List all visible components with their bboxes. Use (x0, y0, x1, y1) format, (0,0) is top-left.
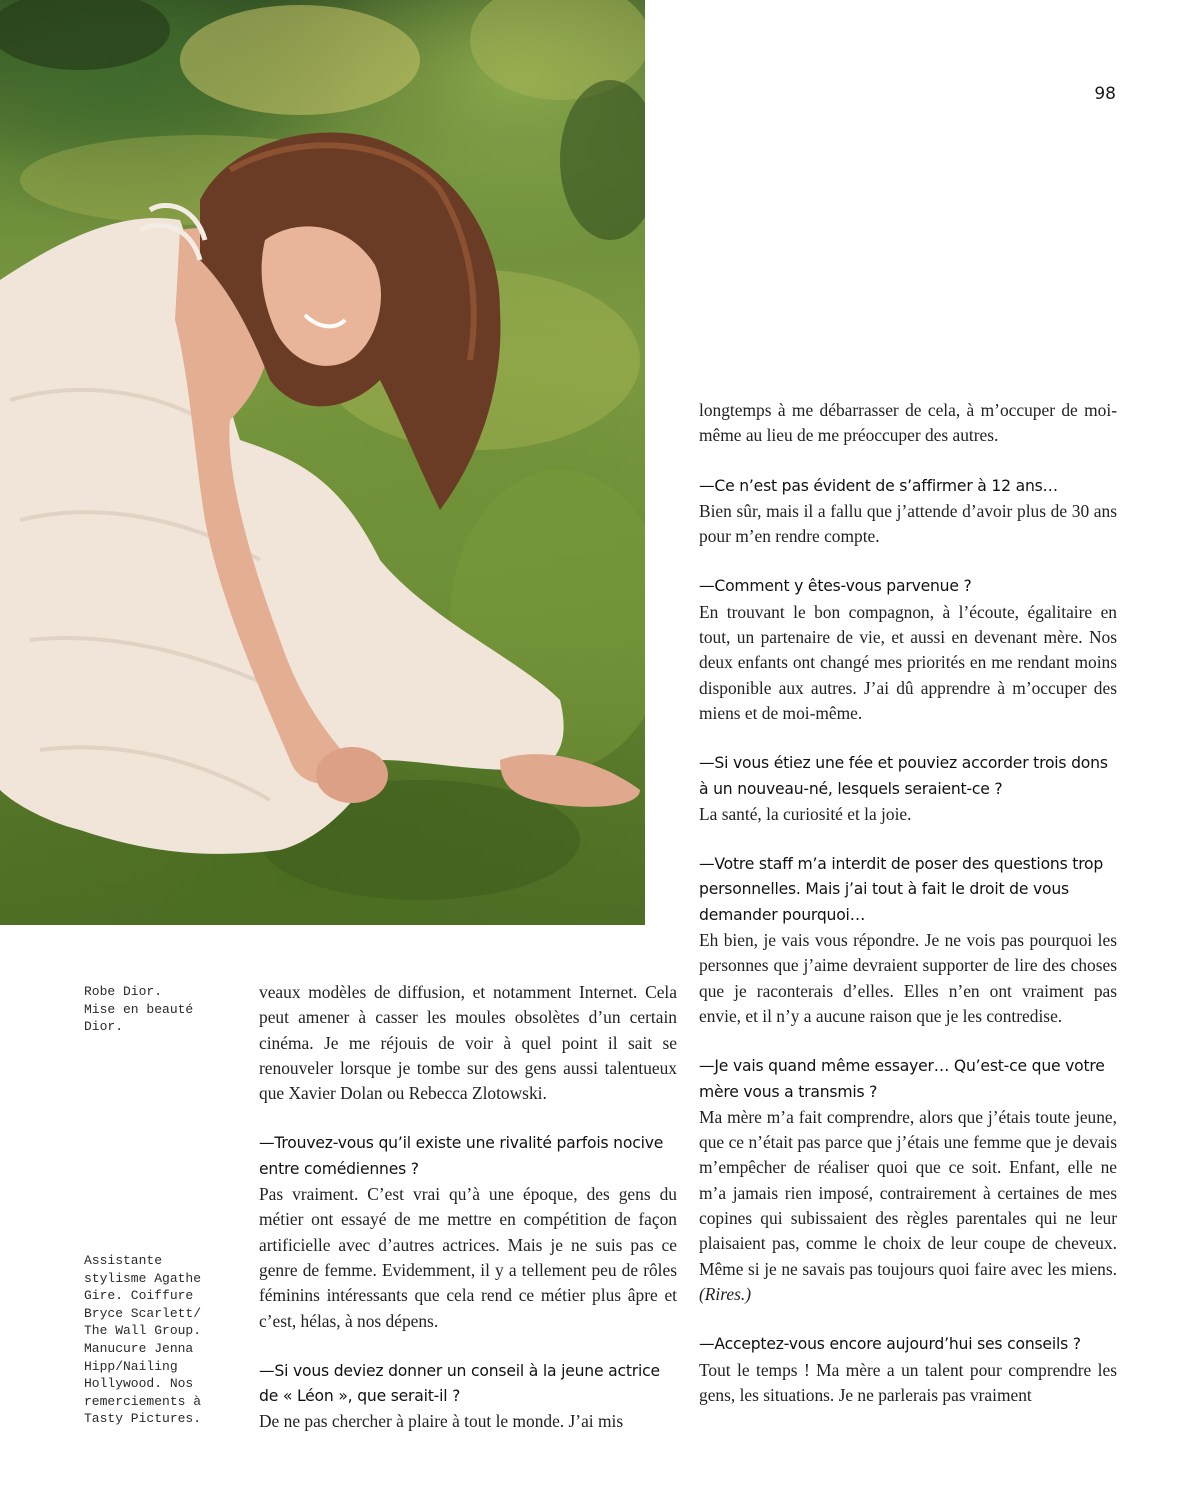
answer-text: Ma mère m’a fait comprendre, alors que j’étais toute jeune, que ce n’était pas parce que j’étais une femme que je devais m’empêcher de réaliser quoi que ce soit. Enfant, elle ne m’a jamais rien imposé, contrairement à certaines de mes copines qui subissaient des règles parentales qui ne leur plaisaient pas, comme le choix de leur coupe de cheveux. Même si je ne savais pas toujours quoi faire avec les miens. (699, 1106, 1117, 1279)
article-column-left (259, 980, 677, 1435)
credits-clothing-text: Robe Dior. Mise en beauté Dior. (84, 984, 194, 1035)
answer: De ne pas chercher à plaire à tout le monde. J’ai mis (259, 1411, 624, 1432)
answer: Bien sûr, mais il a fallu que j’attende d’avoir plus de 30 ans pour m’en rendre compte. (699, 500, 1117, 547)
credits-team (84, 1252, 234, 1428)
question: —Je vais quand même essayer… Qu’est-ce que votre mère vous a transmis ? (699, 1057, 1105, 1101)
question: —Trouvez-vous qu’il existe une rivalité parfois nocive entre comédiennes ? (259, 1134, 664, 1178)
answer: Pas vraiment. C’est vrai qu’à une époque, des gens du métier ont essayé de me mettre en compétition de façon artificielle avec d’autres actrices. Mais je ne suis pas ce genre de femme. Evidemment, il y a tellement peu de rôles féminins intéressants que cela rend ce métier plus âpre et c’est, hélas, à nos dépens. (259, 1184, 677, 1331)
question: —Ce n’est pas évident de s’affirmer à 12 ans… (699, 476, 1058, 495)
editorial-photo (0, 0, 645, 925)
question: —Acceptez-vous encore aujourd’hui ses conseils ? (699, 1335, 1081, 1354)
photo-illustration (0, 0, 645, 925)
answer: En trouvant le bon compagnon, à l’écoute, égalitaire en tout, un partenaire de vie, et aussi en devenant mère. Nos deux enfants ont changé mes priorités en me rendant moins disponible aux autres. J’ai dû apprendre à m’occuper des miens et de moi-même. (699, 601, 1117, 723)
answer: Eh bien, je vais vous répondre. Je ne vois pas pourquoi les personnes que j’aime devraient supporter de lire des choses que je raconterais d’elles. Elles n’en ont vraiment pas envie, et il n’y a aucune raison que je les contredise. (699, 930, 1117, 1026)
page-number: 98 (1094, 84, 1116, 104)
paragraph: veaux modèles de diffusion, et notamment Internet. Cela peut amener à casser les moules obsolètes d’un certain cinéma. Je me réjouis de voir à quel point il sait se renouveler lorsque je tombe sur des gens aussi talentueux que Xavier Dolan ou Rebecca Zlotowski. (259, 982, 677, 1104)
question: —Si vous étiez une fée et pouviez accorder trois dons à un nouveau-né, lesquels seraient-ce ? (699, 754, 1108, 798)
credits-team-text: Assistante stylisme Agathe Gire. Coiffure Bryce Scarlett/ The Wall Group. Manucure Jenna Hipp/Nailing Hollywood. Nos remerciements à Tasty Pictures. (84, 1253, 202, 1427)
answer: Tout le temps ! Ma mère a un talent pour comprendre les gens, les situations. Je ne parlerais pas vraiment (699, 1359, 1117, 1405)
paragraph: longtemps à me débarrasser de cela, à m’occuper de moi-même au lieu de me préoccuper des autres. (699, 400, 1117, 446)
answer: La santé, la curiosité et la joie. (699, 803, 912, 824)
question: —Si vous deviez donner un conseil à la jeune actrice de « Léon », que serait-il ? (259, 1361, 660, 1406)
credits-clothing (84, 983, 234, 1036)
answer (699, 1105, 1117, 1307)
question: —Comment y êtes-vous parvenue ? (699, 577, 972, 596)
article-column-right (699, 398, 1117, 1408)
aside-laughs: (Rires.) (699, 1283, 751, 1304)
question: —Votre staff m’a interdit de poser des questions trop personnelles. Mais j’ai tout à fait le droit de vous demander pourquoi… (699, 855, 1104, 924)
